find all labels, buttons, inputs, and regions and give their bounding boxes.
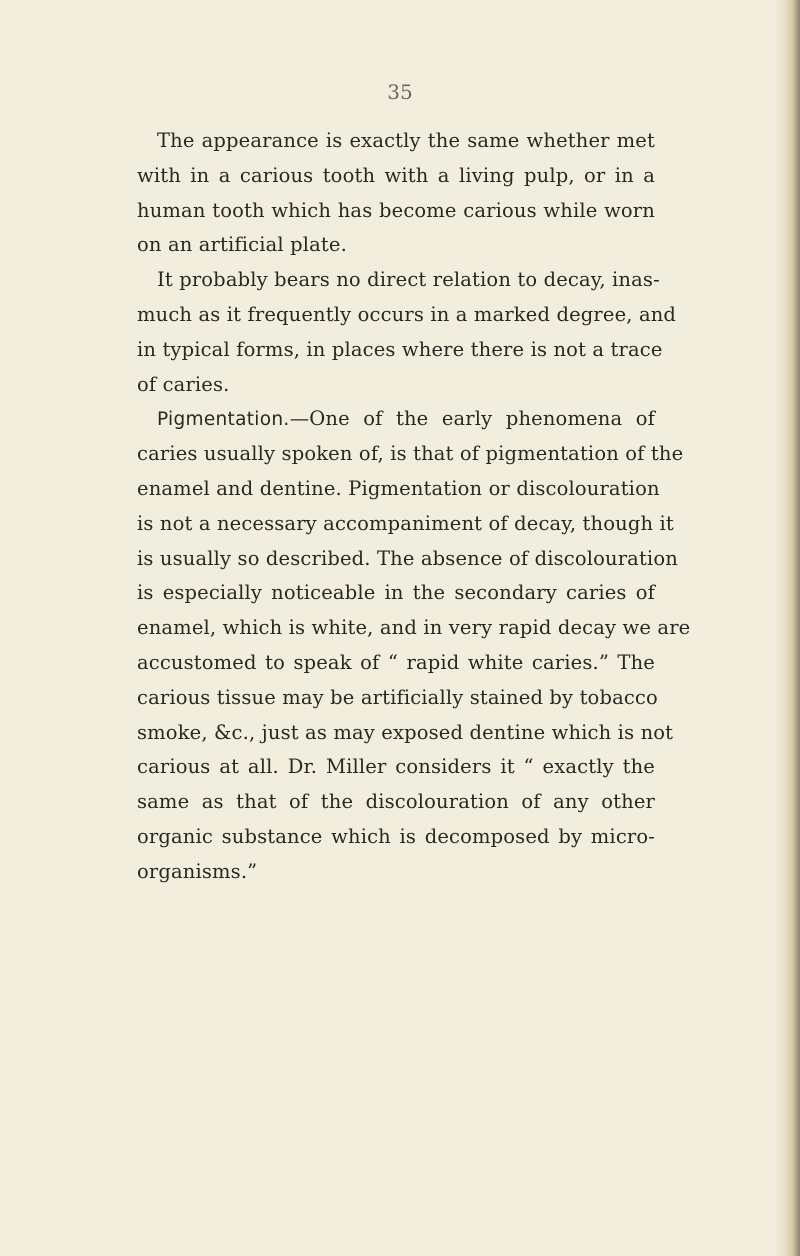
text-line: carious tissue may be artificially stained by tobacco [137,685,658,709]
text-line: enamel and dentine. Pigmentation or discolouration [137,476,660,500]
text-line: enamel, which is white, and in very rapid decay we are [137,616,691,640]
text-line: much as it frequently occurs in a marked degree, and [137,302,677,326]
text-line: on an artificial plate. [137,233,347,257]
section-heading-line [137,402,655,437]
text-line: is especially noticeable in the secondary caries of [137,581,655,605]
text-line: same as that of the discolouration of any other [137,790,655,814]
text-line: smoke, &c., just as may exposed dentine which is not [137,720,674,744]
text-line: caries usually spoken of, is that of pigmentation of the [137,442,684,466]
text-line: human tooth which has become carious while worn [137,198,655,222]
text-line: with in a carious tooth with a living pulp, or in a [137,163,655,187]
text-line: is not a necessary accompaniment of decay, though it [137,511,674,535]
text-line: in typical forms, in places where there is not a trace [137,337,663,361]
text-line: of caries. [137,372,230,396]
text-line: carious at all. Dr. Miller considers it “ exactly the [137,755,655,779]
section-heading: Pigmentation. [157,409,290,431]
text-line: The appearance is exactly the same whether met [157,129,655,152]
text-line: It probably bears no direct relation to decay, inas- [157,268,660,292]
text-line: organisms.” [137,859,258,883]
body-text [137,124,691,890]
page-edge-shadow [774,0,800,1256]
text-line: accustomed to speak of “ rapid white caries.” The [137,650,655,674]
text-line: organic substance which is decomposed by micro- [137,824,655,848]
text-fragment: —One of the early phenomena of [289,407,655,431]
page-number: 35 [387,80,413,104]
text-line: is usually so described. The absence of discolouration [137,546,678,570]
